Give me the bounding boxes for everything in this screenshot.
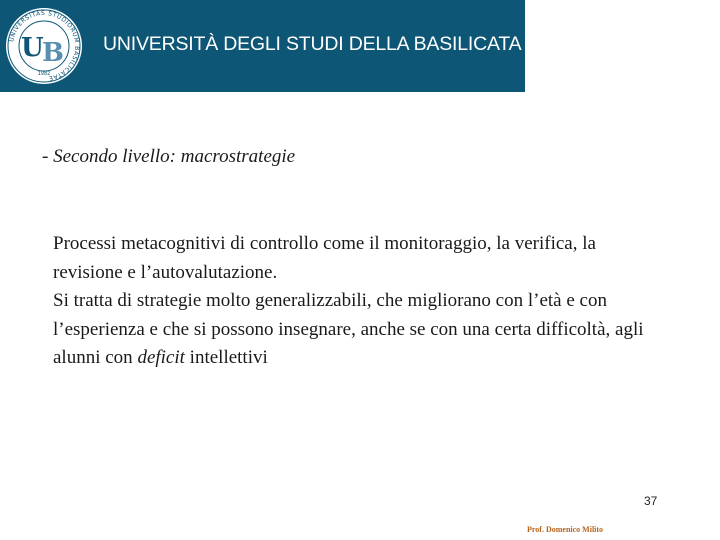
- university-banner: [0, 0, 525, 92]
- body-paragraph-1: Processi metacognitivi di controllo come il monitoraggio, la verifica, la revisione e l’autovalutazione.: [53, 233, 596, 283]
- university-seal-icon: [4, 6, 84, 86]
- svg-text:UNIVERSITAS STUDIORUM BASILICA: UNIVERSITAS STUDIORUM BASILICATAE: [8, 9, 81, 82]
- svg-text:B: B: [42, 38, 64, 68]
- svg-text:U: U: [21, 33, 44, 63]
- paragraph-2-text: Si tratta di strategie molto generalizzabili, che migliorano con l’età e con l’esperienza e che si possono insegnare, anche se con una certa difficoltà, agli alunni con: [53, 290, 644, 368]
- page-number: 37: [644, 494, 658, 508]
- svg-text:1982: 1982: [37, 71, 51, 77]
- body-paragraph-2: [53, 287, 653, 373]
- subtitle-text: Secondo livello: macrostrategie: [53, 146, 296, 167]
- slide-subtitle: [42, 146, 295, 168]
- subtitle-dash: -: [42, 146, 49, 167]
- deficit-emphasis: deficit: [137, 347, 185, 368]
- slide-body: [53, 230, 653, 373]
- university-name: UNIVERSITÀ DEGLI STUDI DELLA BASILICATA: [103, 33, 522, 55]
- author-credit: Prof. Domenico Milito: [527, 525, 604, 534]
- paragraph-2-end: intellettivi: [184, 347, 268, 368]
